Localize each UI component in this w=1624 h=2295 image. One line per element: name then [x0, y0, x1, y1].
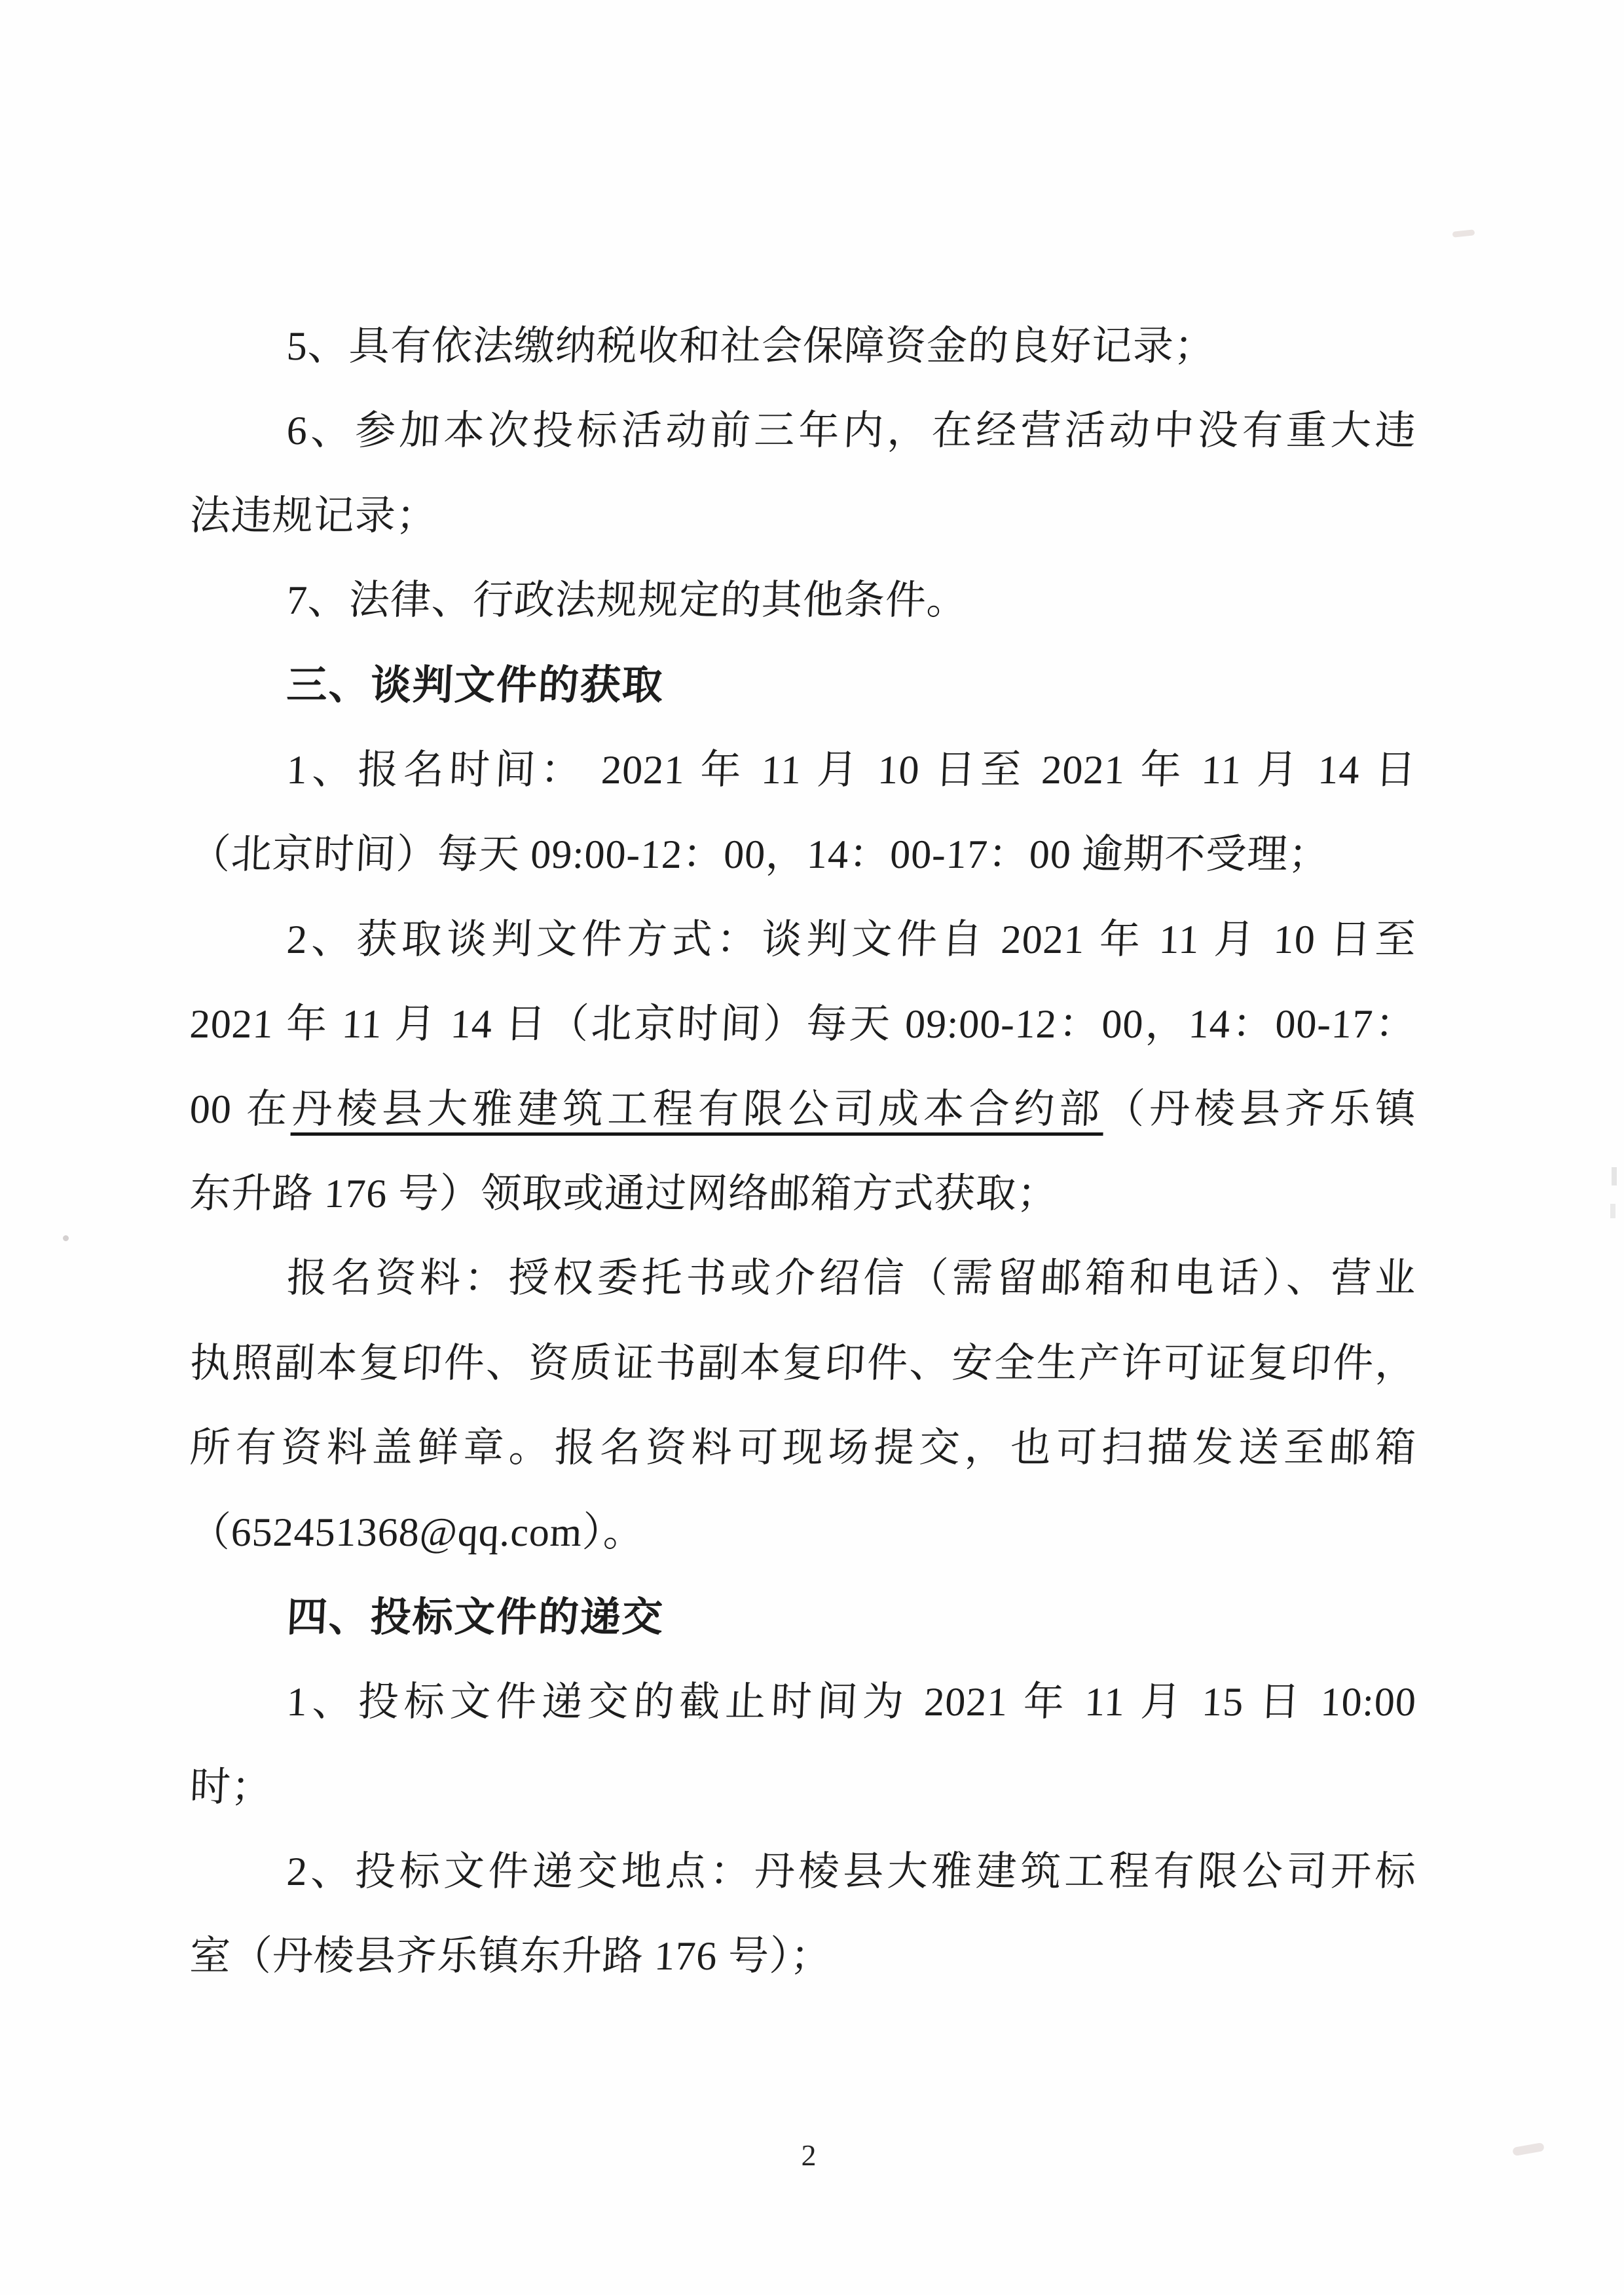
- text-segment: 5、具有依法缴纳税收和社会保障资金的良好记录；: [286, 324, 1217, 369]
- text-segment: 00 在: [189, 1087, 293, 1132]
- text-segment: （丹棱县齐乐镇: [1103, 1087, 1418, 1132]
- document-line: [188, 559, 1418, 643]
- document-line: [188, 1406, 1418, 1491]
- scan-artifact-smudge: [1452, 229, 1475, 238]
- document-line: [188, 474, 1418, 559]
- document-body: [188, 305, 1418, 2000]
- section-heading: [188, 1576, 1418, 1660]
- text-segment: 三、谈判文件的获取: [286, 663, 665, 708]
- text-segment: 报名资料：授权委托书或介绍信（需留邮箱和电话）、营业: [286, 1256, 1418, 1301]
- text-segment: （652451368@qq.com）。: [189, 1510, 646, 1556]
- text-segment: 东升路 176 号）领取或通过网络邮箱方式获取；: [189, 1171, 1060, 1216]
- section-heading: [188, 644, 1418, 728]
- text-segment: 6、参加本次投标活动前三年内，在经营活动中没有重大违: [286, 409, 1418, 454]
- document-line: [188, 1068, 1418, 1152]
- document-line: [188, 1237, 1418, 1321]
- text-segment: 执照副本复印件、资质证书副本复印件、安全生产许可证复印件，: [189, 1341, 1418, 1386]
- document-line: [188, 982, 1418, 1067]
- text-segment: 法违规记录；: [189, 493, 439, 538]
- scan-artifact-dot: [63, 1235, 69, 1241]
- text-segment: 1、投标文件递交的截止时间为 2021 年 11 月 15 日 10:00: [286, 1680, 1418, 1725]
- scan-artifact-edge-mark: [1612, 1167, 1617, 1185]
- document-line: [188, 813, 1418, 897]
- document-line: [188, 389, 1418, 474]
- text-segment: 四、投标文件的递交: [286, 1595, 665, 1640]
- text-segment: 1、报名时间： 2021 年 11 月 10 日至 2021 年 11 月 14 日: [286, 747, 1418, 793]
- document-line: [188, 1491, 1418, 1575]
- text-segment: （北京时间）每天 09:00-12：00，14：00-17：00 逾期不受理；: [189, 832, 1331, 878]
- document-line: [188, 1322, 1418, 1406]
- document-line: [188, 1660, 1418, 1745]
- document-line: [188, 305, 1418, 389]
- text-segment: 2021 年 11 月 14 日（北京时间）每天 09:00-12：00，14：00-17：: [189, 1002, 1418, 1047]
- page-number: 2: [801, 2138, 817, 2172]
- text-segment: 2、投标文件递交地点：丹棱县大雅建筑工程有限公司开标: [286, 1850, 1418, 1895]
- text-segment: 7、法律、行政法规规定的其他条件。: [286, 578, 969, 624]
- document-line: [188, 1830, 1418, 1914]
- text-segment: 时；: [189, 1764, 274, 1810]
- scan-artifact-edge-mark: [1610, 1204, 1615, 1218]
- document-line: [188, 898, 1418, 982]
- text-segment: 所有资料盖鲜章。报名资料可现场提交，也可扫描发送至邮箱: [189, 1426, 1418, 1471]
- document-line: [188, 728, 1418, 813]
- document-line: [188, 1152, 1418, 1237]
- text-segment: 室（丹棱县齐乐镇东升路 176 号）；: [189, 1934, 833, 1979]
- text-segment: 2、获取谈判文件方式：谈判文件自 2021 年 11 月 10 日至: [286, 917, 1418, 962]
- document-line: [188, 1745, 1418, 1830]
- underlined-company-department: 丹棱县大雅建筑工程有限公司成本合约部: [290, 1087, 1105, 1132]
- document-line: [188, 1914, 1418, 1999]
